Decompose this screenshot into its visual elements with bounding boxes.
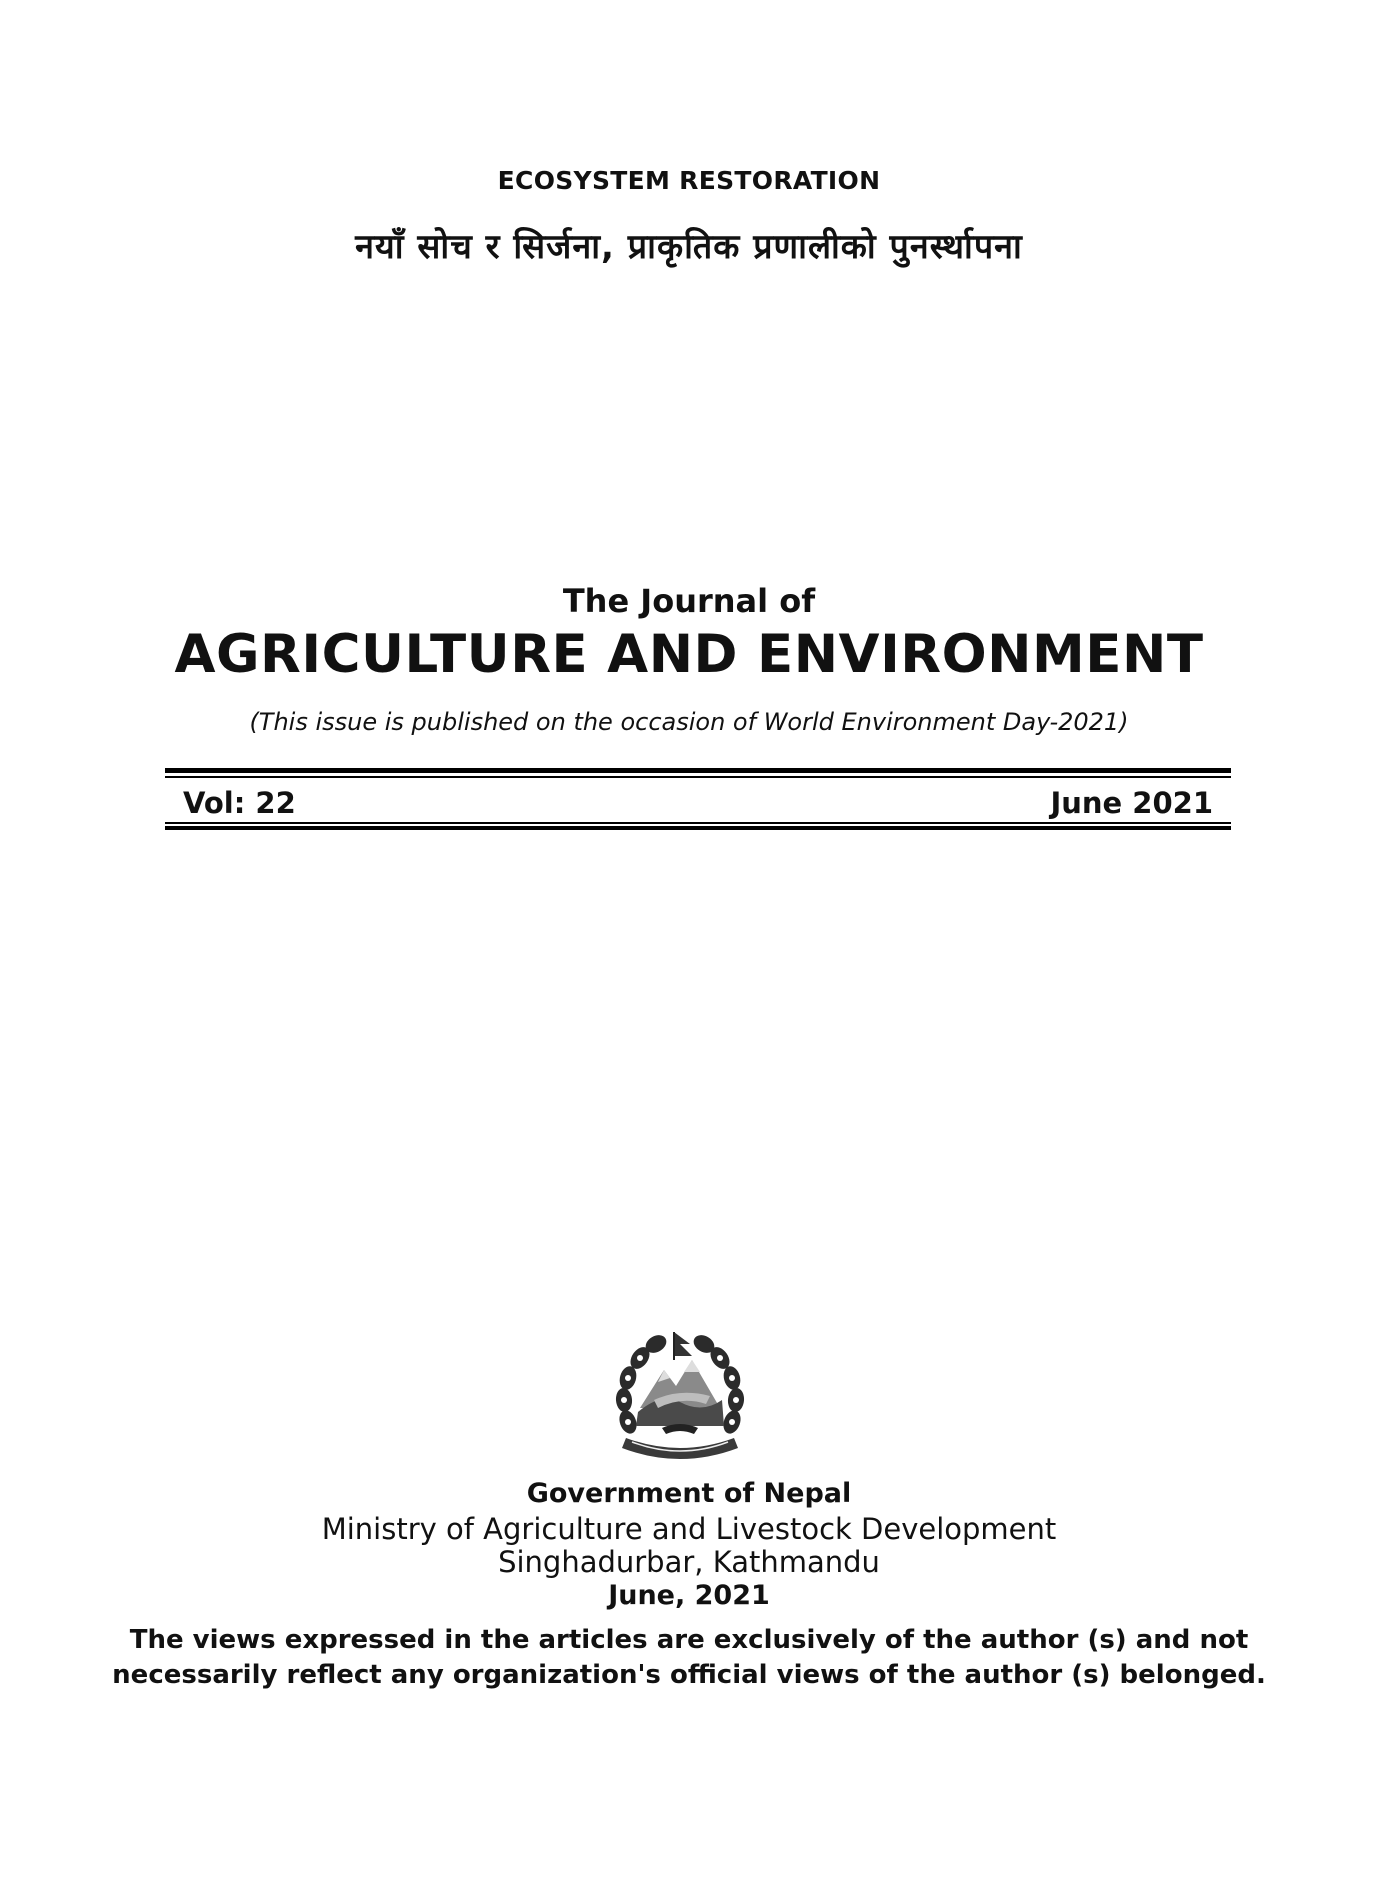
top-rule-thin (165, 776, 1231, 778)
theme-title: ECOSYSTEM RESTORATION (497, 166, 881, 195)
nepali-theme-title: नयाँ सोच र सिर्जना, प्राकृतिक प्रणालीको पुनर्स्थापना (355, 227, 1023, 267)
nepal-emblem-icon (614, 1330, 746, 1464)
volume-row (165, 786, 1231, 824)
publication-date: June, 2021 (608, 1580, 770, 1611)
publisher-location: Singhadurbar, Kathmandu (498, 1545, 880, 1579)
volume-label: Vol: 22 (183, 786, 296, 820)
disclaimer (0, 1623, 1378, 1693)
issue-note: (This issue is published on the occasion of World Environment Day-2021) (249, 708, 1129, 736)
issue-date: June 2021 (1050, 786, 1213, 820)
journal-prefix: The Journal of (562, 582, 816, 620)
bottom-rule-thin (165, 822, 1231, 824)
disclaimer-line-1: The views expressed in the articles are exclusively of the author (s) and not (129, 1625, 1249, 1655)
top-rule-thick (165, 768, 1231, 773)
bottom-rule-thick (165, 826, 1231, 830)
disclaimer-line-2: necessarily reflect any organization's official views of the author (s) belonged. (112, 1660, 1266, 1690)
ministry-name: Ministry of Agriculture and Livestock Development (321, 1512, 1057, 1546)
journal-name: AGRICULTURE AND ENVIRONMENT (174, 624, 1204, 685)
government-name: Government of Nepal (526, 1478, 852, 1509)
